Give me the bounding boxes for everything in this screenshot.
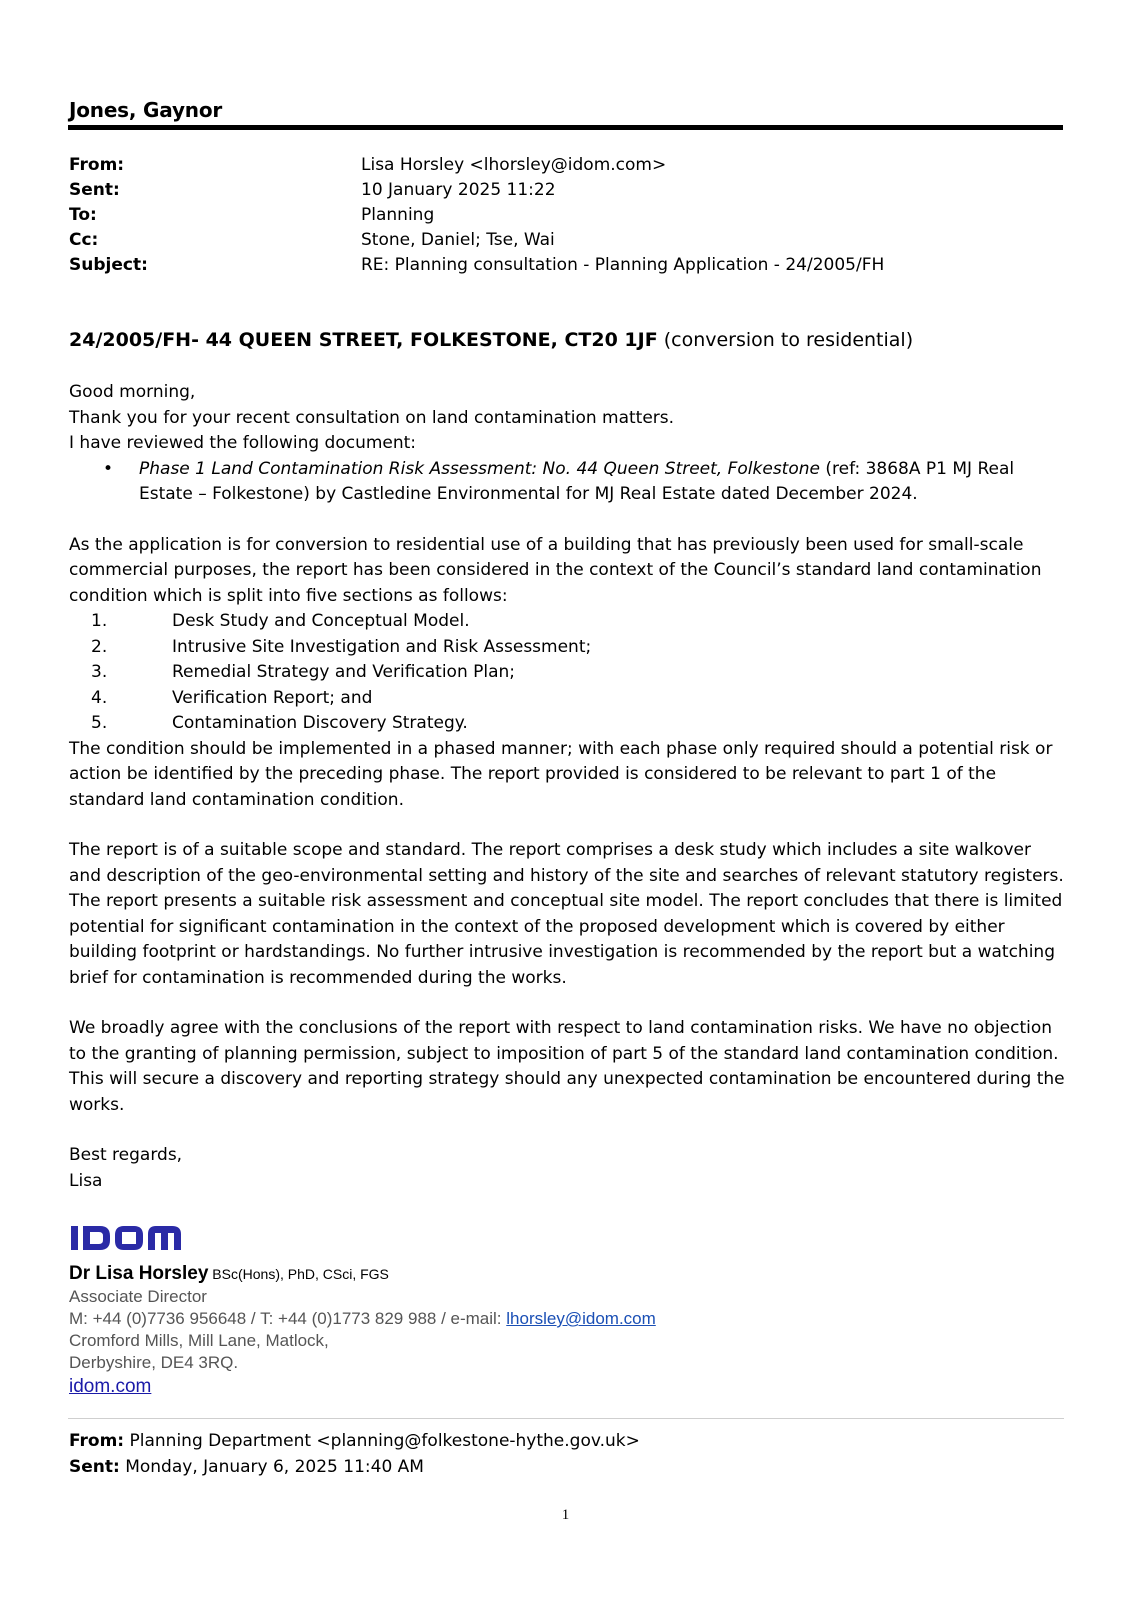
greeting: Good morning, (69, 382, 196, 402)
subject-label: Subject: (69, 255, 148, 275)
list-item-number: 5. (91, 713, 108, 733)
document-bullet (69, 457, 1065, 508)
signature-email-link[interactable]: lhorsley@idom.com (506, 1309, 656, 1328)
list-item-text: Intrusive Site Investigation and Risk Assessment; (172, 636, 592, 657)
forwarded-sent-label: Sent: (69, 1456, 120, 1477)
bullet-dot-icon: • (103, 458, 114, 479)
sent-value: 10 January 2025 11:22 (361, 180, 556, 200)
list-item-number: 2. (91, 636, 108, 657)
forwarded-from-label: From: (69, 1431, 125, 1451)
subject-rest: (conversion to residential) (657, 329, 914, 351)
list-item-text: Contamination Discovery Strategy. (172, 713, 468, 733)
subject-value: RE: Planning consultation - Planning Application - 24/2005/FH (361, 255, 885, 275)
signature-phones: M: +44 (0)7736 956648 / T: +44 (0)1773 829 988 / e-mail: (69, 1309, 507, 1328)
signature-name-line (69, 1263, 656, 1286)
document-title: Phase 1 Land Contamination Risk Assessment: No. 44 Queen Street, Folkestone (139, 458, 820, 479)
document-details: (ref: 3868A P1 MJ Real Estate – Folkestone) by Castledine Environmental for MJ Real Estate dated December 2024. (139, 458, 1015, 504)
subject-bold: 24/2005/FH- 44 QUEEN STREET, FOLKESTONE, CT20 1JF (69, 329, 658, 351)
to-value: Planning (361, 205, 435, 225)
forwarded-header (69, 1429, 640, 1480)
paragraph-context: As the application is for conversion to residential use of a building that has previously been used for small-scale commercial purposes, the report has been considered in the context of the Council’s standard land contamination condition which is split into five sections as follows: (69, 534, 1042, 606)
signature-quals: BSc(Hons), PhD, CSci, FGS (208, 1266, 389, 1282)
from-value: Lisa Horsley <lhorsley@idom.com> (361, 155, 667, 175)
forwarded-sent-row (69, 1455, 640, 1481)
mailbox-owner: Jones, Gaynor (69, 98, 223, 122)
reviewed-line: I have reviewed the following document: (69, 433, 417, 453)
list-item-number: 4. (91, 687, 108, 708)
list-item-number: 3. (91, 662, 108, 682)
list-item (69, 686, 1065, 712)
body-subject-line (69, 329, 913, 351)
list-item (69, 660, 1065, 686)
list-item-text: Desk Study and Conceptual Model. (172, 611, 470, 631)
list-item (69, 711, 1065, 737)
signature-website-link[interactable]: idom.com (69, 1376, 152, 1397)
signoff: Best regards, (69, 1145, 183, 1165)
paragraph-report-scope: The report is of a suitable scope and standard. The report comprises a desk study which includes a site walkover and description of the geo-environmental setting and history of the site and searches of relevant statutory registers. The report presents a suitable risk assessment and conceptual site model. The report concludes that there is limited potential for significant contamination in the context of the proposed development which is covered by either building footprint or hardstandings. No further intrusive investigation is recommended by the report but a watching brief for contamination is recommended during the works. (69, 840, 1064, 988)
forwarded-sent-value: Monday, January 6, 2025 11:40 AM (119, 1456, 424, 1477)
list-item-text: Remedial Strategy and Verification Plan; (172, 662, 516, 682)
forwarded-from-row (69, 1429, 640, 1455)
page-number: 1 (561, 1507, 570, 1523)
condition-sections-list (69, 609, 1065, 737)
thanks-line: Thank you for your recent consultation on land contamination matters. (69, 407, 675, 428)
signoff-name: Lisa (69, 1170, 103, 1191)
cc-label: Cc: (69, 230, 99, 250)
list-item-number: 1. (91, 611, 108, 631)
signature-contact-line (69, 1308, 656, 1330)
list-item-text: Verification Report; and (172, 687, 373, 708)
paragraph-phased: The condition should be implemented in a phased manner; with each phase only required should a potential risk or action be identified by the preceding phase. The report provided is considered to be relevant to part 1 of the standard land contamination condition. (69, 738, 1053, 810)
list-item (69, 635, 1065, 661)
signature-title: Associate Director (69, 1287, 207, 1306)
sent-label: Sent: (69, 180, 120, 200)
forwarded-from-value: Planning Department <planning@folkestone-hythe.gov.uk> (124, 1431, 640, 1451)
forward-separator (68, 1418, 1064, 1419)
list-item (69, 609, 1065, 635)
email-body (69, 380, 1065, 1194)
cc-value: Stone, Daniel; Tse, Wai (361, 230, 555, 250)
header-rule (68, 125, 1063, 130)
email-signature (69, 1263, 656, 1400)
from-label: From: (69, 155, 125, 175)
to-label: To: (69, 205, 97, 225)
signature-address-1: Cromford Mills, Mill Lane, Matlock, (69, 1331, 329, 1350)
signature-address-2: Derbyshire, DE4 3RQ. (69, 1353, 239, 1372)
signature-name: Dr Lisa Horsley (69, 1263, 209, 1284)
paragraph-conclusion: We broadly agree with the conclusions of the report with respect to land contamination risks. We have no objection to the granting of planning permission, subject to imposition of part 5 of the standard land contamination condition. This will secure a discovery and reporting strategy should any unexpected contamination be encountered during the works. (69, 1018, 1065, 1115)
idom-logo (70, 1223, 182, 1253)
